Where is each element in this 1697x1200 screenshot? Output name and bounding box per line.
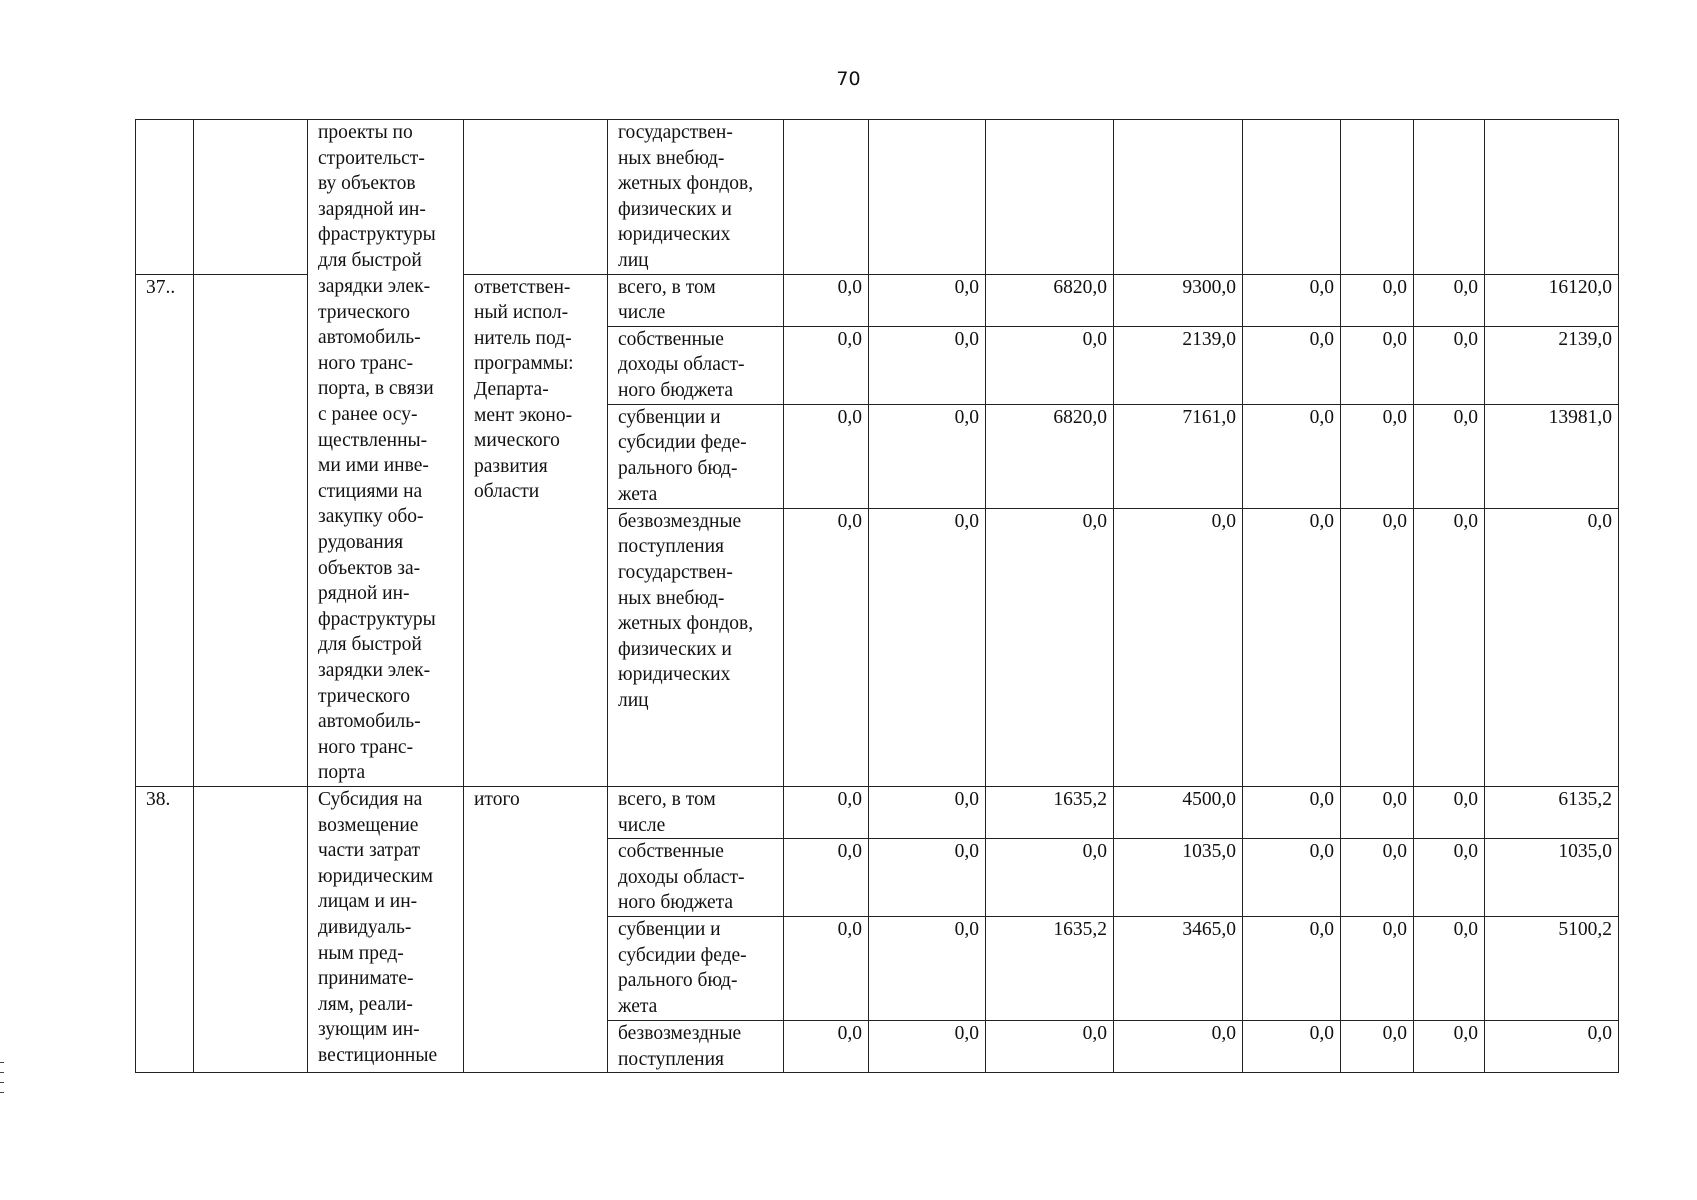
value-cell: 0,0 (1243, 1021, 1341, 1073)
value-cell: 1635,2 (986, 917, 1114, 1021)
total-cell: 13981,0 (1485, 404, 1619, 508)
value-cell: 0,0 (869, 839, 986, 917)
value-cell: 0,0 (869, 274, 986, 326)
value-cell: 0,0 (1341, 326, 1414, 404)
value-cell: 0,0 (1341, 274, 1414, 326)
value-cell: 0,0 (869, 1021, 986, 1073)
code-cell (194, 786, 308, 1072)
scan-mark (0, 1092, 4, 1093)
value-cell: 0,0 (1341, 508, 1414, 786)
row-number: 37.. (136, 274, 194, 786)
table-row (136, 786, 1619, 838)
total-cell: 0,0 (1485, 508, 1619, 786)
total-cell: 6135,2 (1485, 786, 1619, 838)
value-cell: 3465,0 (1114, 917, 1243, 1021)
value-cell: 0,0 (784, 508, 869, 786)
total-cell: 1035,0 (1485, 839, 1619, 917)
funding-source-cell: безвозмездные поступления (608, 1021, 784, 1073)
value-cell: 0,0 (1341, 1021, 1414, 1073)
value-cell (869, 120, 986, 275)
value-cell: 0,0 (869, 917, 986, 1021)
value-cell (1114, 120, 1243, 275)
value-cell: 0,0 (1243, 508, 1341, 786)
code-cell (194, 120, 308, 275)
value-cell: 0,0 (1414, 326, 1485, 404)
scan-mark (0, 1082, 4, 1083)
value-cell (1485, 120, 1619, 275)
measure-name-cell: Субсидия на возмещение части затрат юридическим лицам и ин- дивидуаль- ным пред- принимате- лям, реали- зующим ин- вестиционные (308, 786, 464, 1072)
measure-name-cell: зарядки элек- трического автомобиль- ного транс- порта, в связи с ранее осу- ществленны- ми ими инве- стициями на закупку обо- рудования объектов за- рядной ин- фраструктуры для быстрой зарядки элек- трического автомобиль- ного транс- порта (308, 274, 464, 786)
row-number: 38. (136, 786, 194, 1072)
value-cell: 0,0 (1414, 508, 1485, 786)
executor-cell (464, 120, 608, 275)
executor-cell: ответствен- ный испол- нитель под- программы: Департа- мент эконо- мического развития области (464, 274, 608, 786)
value-cell: 1035,0 (1114, 839, 1243, 917)
value-cell: 0,0 (1243, 326, 1341, 404)
value-cell: 7161,0 (1114, 404, 1243, 508)
value-cell: 0,0 (1341, 839, 1414, 917)
scan-mark (0, 1062, 4, 1063)
funding-source-cell: государствен- ных внебюд- жетных фондов, физических и юридических лиц (608, 120, 784, 275)
value-cell: 0,0 (784, 404, 869, 508)
value-cell: 2139,0 (1114, 326, 1243, 404)
value-cell: 0,0 (869, 404, 986, 508)
value-cell (784, 120, 869, 275)
value-cell (1414, 120, 1485, 275)
value-cell: 0,0 (869, 326, 986, 404)
value-cell: 0,0 (1414, 839, 1485, 917)
value-cell: 0,0 (1243, 917, 1341, 1021)
funding-source-cell: безвозмездные поступления государствен- ных внебюд- жетных фондов, физических и юридических лиц (608, 508, 784, 786)
value-cell: 6820,0 (986, 404, 1114, 508)
total-cell: 5100,2 (1485, 917, 1619, 1021)
value-cell: 0,0 (1414, 917, 1485, 1021)
value-cell: 0,0 (1243, 786, 1341, 838)
funding-source-cell: собственные доходы област- ного бюджета (608, 839, 784, 917)
value-cell: 0,0 (1243, 404, 1341, 508)
value-cell (986, 120, 1114, 275)
value-cell (1243, 120, 1341, 275)
number-cell (136, 120, 194, 275)
value-cell: 0,0 (986, 839, 1114, 917)
value-cell: 9300,0 (1114, 274, 1243, 326)
value-cell (1341, 120, 1414, 275)
value-cell: 0,0 (784, 917, 869, 1021)
value-cell: 0,0 (1341, 917, 1414, 1021)
value-cell: 6820,0 (986, 274, 1114, 326)
total-cell: 0,0 (1485, 1021, 1619, 1073)
table-row (136, 120, 1619, 275)
value-cell: 0,0 (1114, 1021, 1243, 1073)
value-cell: 0,0 (784, 326, 869, 404)
total-cell: 2139,0 (1485, 326, 1619, 404)
value-cell: 0,0 (1243, 274, 1341, 326)
funding-source-cell: субвенции и субсидии феде- рального бюд- жета (608, 917, 784, 1021)
value-cell: 0,0 (1414, 274, 1485, 326)
value-cell: 0,0 (1414, 786, 1485, 838)
value-cell: 1635,2 (986, 786, 1114, 838)
value-cell: 0,0 (784, 786, 869, 838)
value-cell: 0,0 (1341, 404, 1414, 508)
value-cell: 4500,0 (1114, 786, 1243, 838)
value-cell: 0,0 (986, 1021, 1114, 1073)
funding-source-cell: собственные доходы област- ного бюджета (608, 326, 784, 404)
measure-name-cell: проекты по строительст- ву объектов зарядной ин- фраструктуры для быстрой (308, 120, 464, 275)
value-cell: 0,0 (869, 508, 986, 786)
executor-cell: итого (464, 786, 608, 1072)
scan-mark (0, 1072, 4, 1073)
value-cell: 0,0 (986, 326, 1114, 404)
value-cell: 0,0 (784, 274, 869, 326)
total-cell: 16120,0 (1485, 274, 1619, 326)
page-number: 70 (836, 68, 861, 90)
value-cell: 0,0 (1243, 839, 1341, 917)
value-cell: 0,0 (986, 508, 1114, 786)
value-cell: 0,0 (869, 786, 986, 838)
value-cell: 0,0 (784, 839, 869, 917)
funding-source-cell: всего, в том числе (608, 274, 784, 326)
value-cell: 0,0 (784, 1021, 869, 1073)
value-cell: 0,0 (1341, 786, 1414, 838)
value-cell: 0,0 (1414, 404, 1485, 508)
value-cell: 0,0 (1114, 508, 1243, 786)
funding-source-cell: всего, в том числе (608, 786, 784, 838)
funding-source-cell: субвенции и субсидии феде- рального бюд- жета (608, 404, 784, 508)
code-cell (194, 274, 308, 786)
table-row (136, 274, 1619, 326)
budget-table (135, 119, 1619, 1073)
value-cell: 0,0 (1414, 1021, 1485, 1073)
